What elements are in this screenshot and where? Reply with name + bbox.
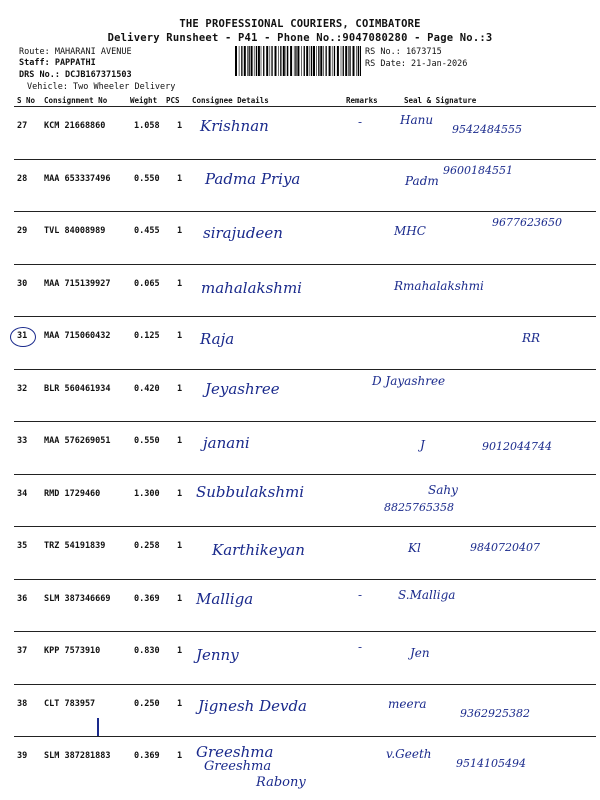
table-row bbox=[0, 317, 600, 369]
barcode-bar bbox=[294, 46, 295, 76]
vehicle-label: Vehicle: Two Wheeler Delivery bbox=[27, 82, 176, 92]
barcode-bar bbox=[287, 46, 288, 76]
table-row bbox=[0, 632, 600, 684]
col-consignee: Consignee Details bbox=[192, 96, 269, 105]
barcode-bar bbox=[345, 46, 347, 76]
row-sno: 29 bbox=[17, 226, 28, 236]
barcode-bar bbox=[311, 46, 312, 76]
row-remark: - bbox=[358, 640, 363, 654]
row-consignee-name: Malliga bbox=[196, 589, 254, 608]
rs-number: RS No.: 1673715 bbox=[365, 47, 442, 57]
row-pcs: 1 bbox=[177, 278, 183, 289]
rs-date: RS Date: 21-Jan-2026 bbox=[365, 59, 468, 69]
row-signature: J bbox=[420, 438, 425, 452]
row-weight: 0.550 bbox=[134, 173, 160, 184]
barcode-bar bbox=[258, 46, 260, 76]
barcode-bar bbox=[301, 46, 302, 76]
row-consignment: SLM 387346669 bbox=[44, 593, 111, 604]
row-phone: 8825765358 bbox=[384, 500, 454, 514]
row-phone: 9677623650 bbox=[492, 216, 562, 229]
barcode-bar bbox=[239, 46, 240, 76]
col-weight: Weight bbox=[130, 96, 158, 105]
row-consignee-name: Raja bbox=[200, 330, 235, 348]
barcode-bar bbox=[304, 46, 305, 76]
row-pcs: 1 bbox=[177, 121, 183, 131]
col-remarks: Remarks bbox=[346, 96, 378, 105]
row-sno: 37 bbox=[17, 646, 28, 656]
barcode-bar bbox=[254, 46, 255, 76]
row-remark: - bbox=[358, 115, 363, 129]
row-pcs: 1 bbox=[177, 436, 183, 446]
barcode-bar bbox=[356, 46, 357, 76]
barcode-bar bbox=[316, 46, 317, 76]
row-sno: 35 bbox=[17, 541, 28, 551]
row-sno: 38 bbox=[17, 698, 28, 709]
row-weight: 0.830 bbox=[134, 646, 160, 656]
col-pcs: PCS bbox=[166, 96, 180, 105]
barcode-bar bbox=[263, 46, 264, 76]
row-consignment: MAA 715060432 bbox=[44, 331, 111, 341]
row-pcs: 1 bbox=[177, 646, 183, 656]
row-weight: 0.258 bbox=[134, 541, 160, 551]
table-row bbox=[0, 527, 600, 579]
row-consignee-name: Jeyashree bbox=[205, 379, 280, 398]
row-consignee-name-2: Greeshma bbox=[204, 759, 272, 774]
row-weight: 0.065 bbox=[134, 278, 160, 289]
row-signature: Rmahalakshmi bbox=[394, 278, 484, 293]
table-row bbox=[0, 107, 600, 159]
row-sno: 31 bbox=[17, 331, 28, 341]
row-signature: D Jayashree bbox=[372, 373, 446, 388]
barcode-bar bbox=[261, 46, 262, 76]
row-consignment: KCM 21668860 bbox=[44, 121, 106, 131]
barcode-bar bbox=[360, 46, 361, 76]
barcode-bar bbox=[348, 46, 349, 76]
row-pcs: 1 bbox=[177, 751, 183, 761]
row-signature: v.Geeth bbox=[386, 747, 432, 761]
row-weight: 0.125 bbox=[134, 331, 160, 341]
row-phone: 9362925382 bbox=[460, 706, 530, 720]
row-sno: 39 bbox=[17, 751, 28, 761]
row-sno: 32 bbox=[17, 383, 28, 394]
barcode-bar bbox=[278, 46, 279, 76]
row-pcs: 1 bbox=[177, 173, 183, 184]
barcode-bar bbox=[323, 46, 324, 76]
row-consignee-name: Karthikeyan bbox=[212, 541, 305, 559]
barcode-bar bbox=[349, 46, 350, 76]
row-consignment: MAA 576269051 bbox=[44, 436, 111, 446]
barcode-bar bbox=[280, 46, 281, 76]
row-consignment: TVL 84008989 bbox=[44, 226, 106, 236]
table-row bbox=[0, 265, 600, 317]
table-row bbox=[0, 370, 600, 422]
company-title: THE PROFESSIONAL COURIERS, COIMBATORE bbox=[179, 18, 421, 30]
barcode-bar bbox=[332, 46, 333, 76]
row-consignment: BLR 560461934 bbox=[44, 383, 111, 394]
row-consignment: MAA 715139927 bbox=[44, 278, 111, 289]
row-consignee-name: Jenny bbox=[196, 646, 239, 664]
row-consignee-name: Subbulakshmi bbox=[196, 482, 305, 501]
table-row bbox=[0, 580, 600, 632]
row-phone: 9600184551 bbox=[443, 163, 513, 177]
barcode-bar bbox=[318, 46, 319, 76]
row-weight: 0.420 bbox=[134, 383, 160, 394]
row-consignment: TRZ 54191839 bbox=[44, 541, 106, 551]
row-sno: 34 bbox=[17, 488, 28, 499]
staff-label: Staff: PAPPATHI bbox=[19, 58, 96, 68]
barcode-bar bbox=[320, 46, 322, 76]
row-sno: 33 bbox=[17, 436, 28, 446]
col-seal: Seal & Signature bbox=[404, 96, 477, 105]
row-pcs: 1 bbox=[177, 488, 183, 499]
row-weight: 1.058 bbox=[134, 121, 160, 131]
row-consignee-name: Krishnan bbox=[200, 117, 269, 135]
table-row bbox=[0, 422, 600, 474]
barcode-bar bbox=[247, 46, 248, 76]
row-weight: 0.369 bbox=[134, 751, 160, 761]
row-signature: Kl bbox=[408, 541, 421, 555]
row-consignment: CLT 783957 bbox=[44, 698, 96, 709]
row-sno: 30 bbox=[17, 278, 28, 289]
row-signature: RR bbox=[522, 331, 541, 345]
barcode-bar bbox=[313, 46, 315, 76]
barcode-image bbox=[235, 46, 361, 76]
row-signature: Jen bbox=[410, 646, 430, 660]
barcode-bar bbox=[341, 46, 342, 76]
row-consignee-name: Greeshma bbox=[196, 743, 274, 761]
row-pcs: 1 bbox=[177, 226, 183, 236]
row-sno: 36 bbox=[17, 593, 28, 604]
table-row bbox=[0, 475, 600, 527]
barcode-bar bbox=[244, 46, 246, 76]
row-pcs: 1 bbox=[177, 541, 183, 551]
table-row bbox=[0, 160, 600, 212]
barcode-bar bbox=[343, 46, 344, 76]
row-consignee-name: Jignesh Devda bbox=[198, 696, 307, 715]
barcode-bar bbox=[326, 46, 327, 76]
row-consignment: MAA 653337496 bbox=[44, 173, 111, 184]
runsheet-subtitle: Delivery Runsheet - P41 - Phone No.:9047080280 - Page No.:3 bbox=[107, 32, 493, 44]
row-weight: 0.455 bbox=[134, 226, 160, 236]
row-pcs: 1 bbox=[177, 383, 183, 394]
barcode-bar bbox=[275, 46, 277, 76]
table-row bbox=[0, 737, 600, 789]
row-signature: Hanu bbox=[400, 113, 434, 127]
row-pcs: 1 bbox=[177, 331, 183, 341]
col-sno: S No bbox=[17, 96, 36, 105]
row-consignee-name: sirajudeen bbox=[203, 224, 283, 242]
table-row bbox=[0, 212, 600, 264]
barcode-bar bbox=[270, 46, 271, 76]
barcode-bar bbox=[266, 46, 268, 76]
barcode-bar bbox=[297, 46, 299, 76]
barcode-bar bbox=[353, 46, 355, 76]
pen-mark bbox=[97, 718, 99, 736]
row-pcs: 1 bbox=[177, 593, 183, 604]
row-signature: Sahy bbox=[428, 482, 458, 497]
row-phone: 9840720407 bbox=[470, 541, 540, 554]
row-consignment: SLM 387281883 bbox=[44, 751, 111, 761]
row-signature: meera bbox=[388, 696, 427, 711]
barcode-bar bbox=[295, 46, 296, 76]
barcode-bar bbox=[271, 46, 272, 76]
barcode-bar bbox=[358, 46, 359, 76]
row-phone: 9012044744 bbox=[482, 440, 552, 453]
row-consignee-name: Padma Priya bbox=[205, 169, 301, 188]
barcode-bar bbox=[251, 46, 253, 76]
row-signature: S.Malliga bbox=[398, 587, 456, 602]
row-remark: - bbox=[358, 587, 363, 602]
drs-label: DRS No.: DCJB167371503 bbox=[19, 70, 132, 80]
row-phone: 9542484555 bbox=[452, 123, 522, 136]
barcode-bar bbox=[256, 46, 257, 76]
row-consignee-name: mahalakshmi bbox=[201, 278, 302, 297]
barcode-bar bbox=[334, 46, 335, 76]
row-consignment: RMD 1729460 bbox=[44, 488, 101, 499]
row-weight: 0.250 bbox=[134, 698, 160, 709]
barcode-bar bbox=[286, 46, 287, 76]
col-consignment: Consignment No bbox=[44, 96, 108, 105]
circle-mark bbox=[10, 327, 36, 347]
barcode-bar bbox=[249, 46, 250, 76]
row-weight: 1.300 bbox=[134, 488, 160, 499]
barcode-bar bbox=[310, 46, 311, 76]
row-pcs: 1 bbox=[177, 698, 183, 709]
row-weight: 0.369 bbox=[134, 593, 160, 604]
row-consignee-name: janani bbox=[203, 434, 250, 452]
barcode-bar bbox=[235, 46, 237, 76]
barcode-bar bbox=[290, 46, 292, 76]
row-consignment: KPP 7573910 bbox=[44, 646, 101, 656]
barcode-bar bbox=[337, 46, 339, 76]
route-label: Route: MAHARANI AVENUE bbox=[19, 47, 132, 57]
barcode-bar bbox=[306, 46, 308, 76]
barcode-bar bbox=[329, 46, 331, 76]
row-phone: 9514105494 bbox=[456, 757, 526, 770]
row-signature: Padm bbox=[405, 173, 439, 188]
row-signature: MHC bbox=[394, 224, 426, 238]
row-sno: 27 bbox=[17, 121, 28, 131]
row-weight: 0.550 bbox=[134, 436, 160, 446]
row-consignee-name-3: Rabony bbox=[256, 775, 306, 790]
barcode-bar bbox=[241, 46, 242, 76]
row-sno: 28 bbox=[17, 173, 28, 184]
barcode-bar bbox=[283, 46, 285, 76]
table-row bbox=[0, 685, 600, 737]
